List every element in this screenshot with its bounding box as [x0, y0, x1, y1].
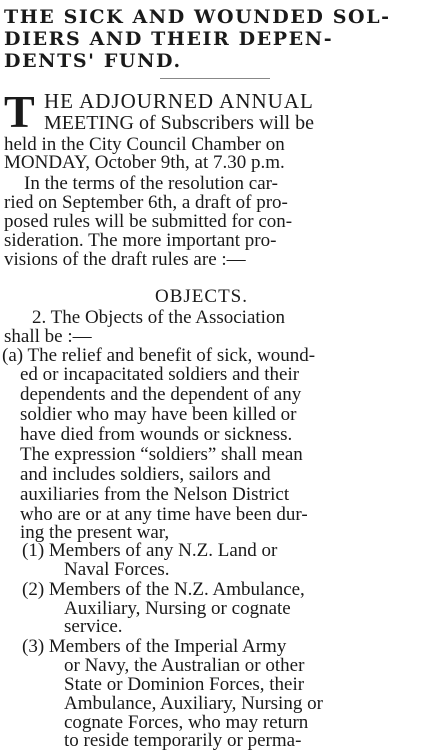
item-2-line-1: (2) Members of the N.Z. Ambulance,	[22, 579, 305, 600]
para2-line-1: In the terms of the resolution car-	[24, 173, 278, 194]
item-1-line-1: (1) Members of any N.Z. Land or	[22, 540, 278, 561]
item-3-line-6: to reside temporarily or perma-	[64, 730, 302, 751]
clause-a-line-5: have died from wounds or sickness.	[20, 424, 293, 445]
intro-line-1: HE ADJOURNED ANNUAL	[44, 89, 314, 113]
item-3-line-1: (3) Members of the Imperial Army	[22, 636, 287, 657]
clause-a-line-1: (a) The relief and benefit of sick, wound-	[2, 345, 316, 366]
para2-line-5: visions of the draft rules are :—	[4, 249, 246, 270]
clause-a-line-6: The expression “soldiers” shall mean	[20, 444, 303, 465]
clause-a-line-2: ed or incapacitated soldiers and their	[20, 364, 300, 385]
para2-line-2: ried on September 6th, a draft of pro-	[4, 192, 288, 213]
headline-line-2: DIERS AND THEIR DEPEN-	[4, 28, 334, 50]
headline-line-3: DENTS' FUND.	[4, 50, 182, 72]
item-1-line-2: Naval Forces.	[64, 559, 170, 580]
para2-line-4: sideration. The more important pro-	[4, 230, 277, 251]
intro-line-2: MEETING of Subscribers will be	[44, 112, 314, 134]
clause-a-line-9: who are or at any time have been dur-	[20, 504, 308, 525]
item-3-line-4: Ambulance, Auxiliary, Nursing or	[64, 693, 323, 714]
objects-line-2: shall be :—	[4, 326, 92, 347]
item-2-line-3: service.	[64, 616, 123, 637]
objects-heading: OBJECTS.	[155, 286, 248, 307]
item-3-line-3: State or Dominion Forces, their	[64, 674, 305, 695]
clause-a-line-8: auxiliaries from the Nelson District	[20, 484, 290, 505]
intro-line-4: MONDAY, October 9th, at 7.30 p.m.	[4, 152, 285, 173]
drop-cap: T	[4, 86, 35, 137]
divider-rule	[160, 78, 270, 79]
item-3-line-5: cognate Forces, who may return	[64, 712, 309, 733]
item-3-line-2: or Navy, the Australian or other	[64, 655, 305, 676]
para2-line-3: posed rules will be submitted for con-	[4, 211, 293, 232]
clause-a-line-4: soldier who may have been killed or	[20, 404, 297, 425]
clause-a-line-3: dependents and the dependent of any	[20, 384, 302, 405]
intro-line-3: held in the City Council Chamber on	[4, 134, 285, 155]
headline-line-1: THE SICK AND WOUNDED SOL-	[4, 6, 391, 28]
objects-line-1: 2. The Objects of the Association	[32, 307, 285, 328]
item-2-line-2: Auxiliary, Nursing or cognate	[64, 598, 291, 619]
clause-a-line-7: and includes soldiers, sailors and	[20, 464, 271, 485]
clause-a-line-10: ing the present war,	[20, 522, 170, 543]
